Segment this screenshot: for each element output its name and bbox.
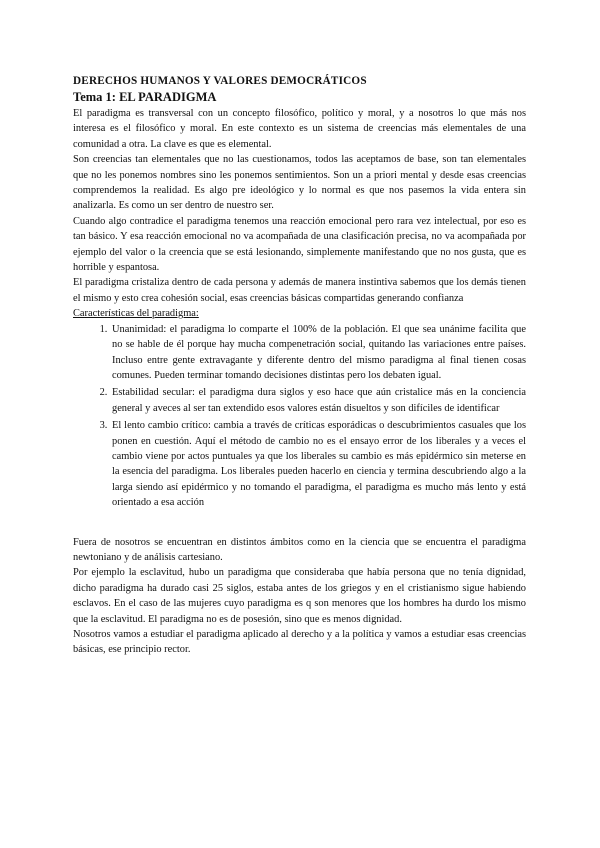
closing-paragraph: Fuera de nosotros se encuentran en distintos ámbitos como en la ciencia que se encuentra el paradigma newtoniano y de análisis cartesiano. — [73, 536, 526, 563]
intro-paragraph: Son creencias tan elementales que no las cuestionamos, todos las aceptamos de base, son tan elementales que no les ponemos nombres sino les ponemos sentimientos. Son un a priori mental y desde esas creencias comprendemos la realidad. Es algo pre ideológico y lo normal es que nos pasemos la vida entera sin analizarla. Es como un ser dentro de nuestro ser. — [73, 154, 526, 212]
characteristic-item: 3. El lento cambio crítico: cambia a través de críticas esporádicas o descubrimientos casuales que los ponen en cuestión. Aquí el método de cambio no es el ensayo error de los liberales y a veces el cambio viene por actos puntuales ya que los liberales su cambio es más epidérmico sin meterse en la esencia del paradigma. Los liberales pueden hacerlo en ciencia y termina descubriendo algo a la larga siendo así epidérmico y no tomando el paradigma, el paradigma es mucho más lento y está orientado a esa acción — [110, 418, 526, 510]
closing-paragraph: Por ejemplo la esclavitud, hubo un paradigma que consideraba que había persona que no tenía dignidad, dicho paradigma ha durado casi 25 siglos, estaba antes de los griegos y en el cristianismo sigue habiendo esclavos. En el caso de las mujeres cuyo paradigma es q son menores que los hombres ha durdo los mismo que la esclavitud. El paradigma no es de posesión, sino que es menos dignidad. — [73, 567, 526, 625]
document-title: DERECHOS HUMANOS Y VALORES DEMOCRÁTICOS — [73, 75, 367, 87]
section-spacer — [73, 513, 526, 535]
characteristic-item: 1. Unanimidad: el paradigma lo comparte el 100% de la población. El que sea unánime facilita que no se hable de él porque hay mucha compenetración social, quitando las variaciones entre países. Incluso entre gente extravagante y diferente dentro del mismo paradigma al final tienen cosas comunes. Pueden terminar tomando decisiones distintas pero los debaten igual. — [110, 322, 526, 384]
intro-paragraph: Cuando algo contradice el paradigma tenemos una reacción emocional pero rara vez intelectual, por eso es tan básico. Y esa reacción emocional no va acompañada de una clasificación precisa, no va acompañada por ejemplo del valor o la creencia que se está lesionando, simplemente manifestando que no nos gusta, que es horrible y espantosa. — [73, 215, 526, 274]
document-subtitle: Tema 1: EL PARADIGMA — [73, 90, 217, 104]
document-page — [73, 73, 526, 658]
characteristics-list — [73, 322, 526, 511]
intro-paragraph: El paradigma es transversal con un concepto filosófico, político y moral, y a nosotros lo que más nos interesa es el filosófico y moral. En este contexto es un sistema de creencias más elementales de una comunidad a otra. La clave es que es elemental. — [73, 108, 526, 150]
characteristics-heading: Características del paradigma: — [73, 308, 199, 320]
intro-paragraph: El paradigma cristaliza dentro de cada persona y además de manera instintiva sabemos que los demás tienen el mismo y esto crea cohesión social, esas creencias básicas compartidas generando confianza — [73, 277, 526, 304]
characteristic-item: 2. Estabilidad secular: el paradigma dura siglos y eso hace que aún cristalice más en la conciencia general y aveces al ser tan extendido esos valores están disueltos y son difíciles de identificar — [110, 385, 526, 416]
closing-paragraph: Nosotros vamos a estudiar el paradigma aplicado al derecho y a la política y vamos a estudiar esas creencias básicas, ese principio rector. — [73, 629, 526, 656]
